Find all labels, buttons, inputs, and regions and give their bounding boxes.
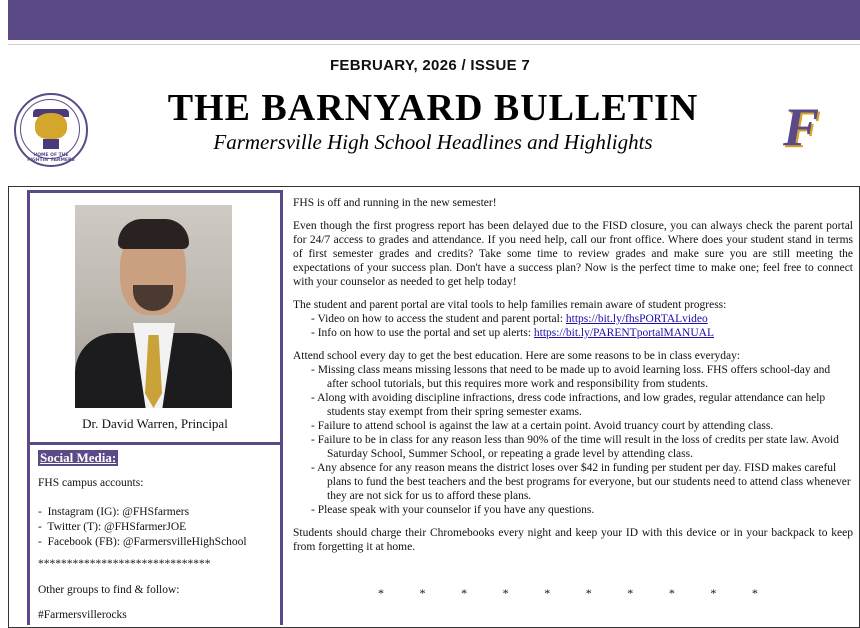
top-banner xyxy=(8,0,860,40)
brand-letter-logo: F xyxy=(783,97,820,157)
star: * xyxy=(627,586,634,600)
star: * xyxy=(378,586,384,600)
attendance-reason: - Missing class means missing lessons that need to be made up to avoid learning loss. FHS offers school-day and after school tutorials, but this requires more work and responsibility from students. xyxy=(311,364,831,390)
star: * xyxy=(419,586,426,600)
principal-photo xyxy=(75,205,232,408)
attendance-reason: - Please speak with your counselor if you have any questions. xyxy=(311,504,595,516)
portal-manual-link[interactable]: https://bit.ly/PARENTportalMANUAL xyxy=(533,327,714,339)
newsletter-title: THE BARNYARD BULLETIN xyxy=(167,87,699,129)
star: * xyxy=(585,586,592,600)
star-divider: ****************************** xyxy=(38,558,211,570)
social-account-twitter: - Twitter (T): @FHSfarmerJOE xyxy=(38,521,187,533)
logo-text: HOME OF THE FIGHTIN' FARMERS xyxy=(27,153,75,163)
star: * xyxy=(461,586,468,600)
hair-shape xyxy=(118,219,189,249)
issue-line: FEBRUARY, 2026 / ISSUE 7 xyxy=(329,57,531,74)
newsletter-subtitle: Farmersville High School Headlines and Highlights xyxy=(213,130,653,154)
social-account-instagram: - Instagram (IG): @FHSfarmers xyxy=(38,506,190,518)
portal-video-link[interactable]: https://bit.ly/fhsPORTALvideo xyxy=(565,313,708,325)
star: * xyxy=(544,586,551,600)
star: * xyxy=(502,586,509,600)
social-account-facebook: - Facebook (FB): @FarmersvilleHighSchool xyxy=(38,536,247,548)
attendance-reason: - Failure to be in class for any reason less than 90% of the time will result in the loss of credits per state law. Avoid Saturday School, Summer School, or repeating a grade level by attending class. xyxy=(311,434,839,460)
attendance-reason: - Any absence for any reason means the district loses over $42 in funding per student per day. FISD makes careful plans to fund the best teachers and the best programs for everyone, but our students need to attend class whenever they are not sick for us to afford these plans. xyxy=(311,462,851,502)
progress-paragraph: Even though the first progress report has been delayed due to the FISD closure, you can always check the parent portal for 24/7 access to grades and attendance. If you need help, call our front office. Where does your student stand in terms of first semester grades and credits? Take some time to review grades and make sure you are still meeting the expectations of your success plan. Don't have a success plan? Now is the perfect time to make one; feel free to connect with your counselor as needed to get help today! xyxy=(293,220,853,288)
star-separator xyxy=(378,586,758,601)
social-media-heading: Social Media: xyxy=(40,450,117,465)
attendance-reason: - Failure to attend school is against the law at a certain point. Avoid truancy court by attending class. xyxy=(311,420,774,432)
portal-video-item xyxy=(293,312,853,326)
chromebook-note: Students should charge their Chromebooks every night and keep your ID with this device or in your backpack to keep from forgetting it at home. xyxy=(293,527,853,553)
portal-manual-text: - Info on how to use the portal and set up alerts: xyxy=(311,327,534,339)
main-article xyxy=(293,196,853,563)
portal-intro: The student and parent portal are vital tools to help families remain aware of student progress: xyxy=(293,299,727,311)
campus-accounts-label: FHS campus accounts: xyxy=(38,477,144,489)
attendance-intro: Attend school every day to get the best education. Here are some reasons to be in class everyday: xyxy=(293,350,741,362)
attendance-reason: - Along with avoiding discipline infractions, dress code infractions, and low grades, regular attendance can help students stay exempt from their spring semester exams. xyxy=(311,392,826,418)
star: * xyxy=(710,586,717,600)
other-groups-label: Other groups to find & follow: xyxy=(38,584,180,596)
star: * xyxy=(668,586,675,600)
portal-video-text: - Video on how to access the student and parent portal: xyxy=(311,313,566,325)
star: * xyxy=(751,586,758,600)
principal-caption: Dr. David Warren, Principal xyxy=(82,416,228,431)
other-group-partial: #Farmersvillerocks xyxy=(38,609,127,621)
portal-manual-item xyxy=(293,326,853,340)
divider xyxy=(8,44,860,45)
intro-text: FHS is off and running in the new semester! xyxy=(293,197,497,209)
